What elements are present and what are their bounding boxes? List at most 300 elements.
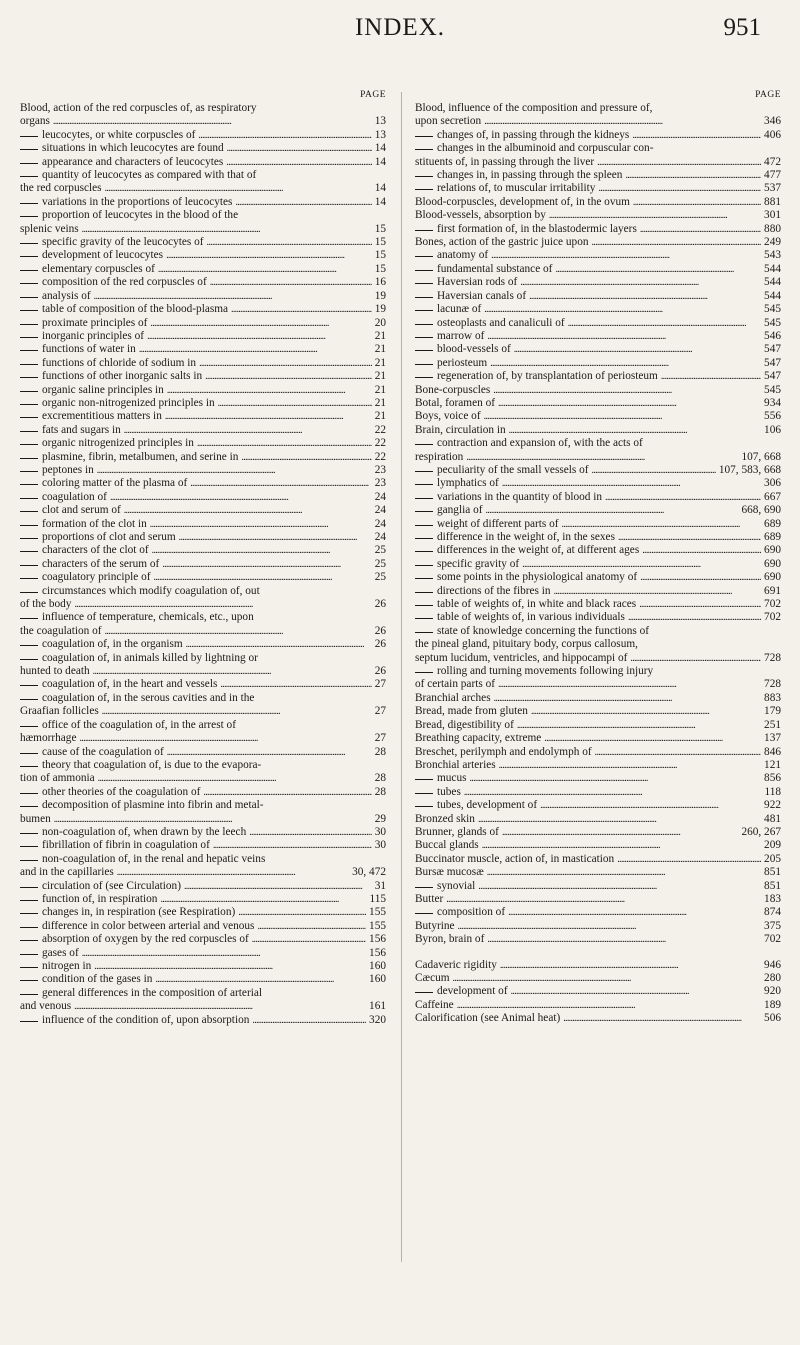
dot-leader	[155, 973, 366, 986]
entry-page-ref: 691	[764, 584, 781, 597]
index-subentry	[415, 665, 781, 678]
dot-leader	[549, 209, 761, 222]
dot-leader	[257, 920, 366, 933]
dot-leader	[490, 357, 761, 370]
entry-page-ref: 14	[374, 195, 386, 208]
entry-text: cause of the coagulation of	[42, 745, 164, 758]
entry-text: organic saline principles in	[42, 383, 164, 396]
entry-page-ref: 472	[764, 155, 781, 168]
entry-text: contraction and expansion of, with the acts of	[437, 437, 643, 450]
entry-text: Blood, action of the red corpuscles of, as respiratory	[20, 102, 257, 114]
entry-page-ref: 21	[374, 370, 386, 383]
entry-text: functions of water in	[42, 343, 136, 356]
entry-text: Bread, made from gluten	[415, 705, 528, 718]
dot-leader	[640, 223, 761, 236]
index-entry	[415, 692, 781, 705]
entry-text: periosteum	[437, 356, 488, 369]
entry-text: general differences in the composition of arterial	[42, 986, 262, 999]
entry-text: table of weights of, in various individuals	[437, 611, 625, 624]
entry-page-ref: 544	[764, 262, 781, 275]
entry-page-ref: 306	[764, 477, 781, 490]
dot-leader	[478, 880, 761, 893]
dot-leader	[446, 893, 761, 906]
entry-page-ref: 30	[374, 825, 386, 838]
dot-leader	[186, 638, 372, 651]
entry-text: Cadaveric rigidity	[415, 958, 497, 971]
entry-page-ref: 690	[764, 571, 781, 584]
index-subentry	[415, 343, 781, 356]
entry-text: development of	[437, 985, 508, 998]
entry-text: proportion of leucocytes in the blood of the	[42, 209, 239, 222]
dot-leader	[147, 330, 372, 343]
dot-leader	[82, 947, 366, 960]
entry-page-ref: 205	[764, 852, 781, 865]
index-subentry	[20, 196, 386, 209]
entry-page-ref: 20	[374, 316, 386, 329]
dot-leader	[154, 571, 372, 584]
entry-text: Caffeine	[415, 998, 454, 1011]
entry-page-ref: 19	[374, 303, 386, 316]
entry-text: splenic veins	[20, 222, 79, 235]
index-subentry	[415, 585, 781, 598]
dot-leader	[562, 518, 762, 531]
entry-page-ref: 375	[764, 919, 781, 932]
entry-page-ref: 118	[764, 785, 781, 798]
entry-page-ref: 21	[374, 396, 386, 409]
index-subentry	[415, 906, 781, 919]
dot-leader	[633, 196, 761, 209]
entry-text: Graafian follicles	[20, 705, 99, 718]
entry-page-ref: 547	[764, 370, 781, 383]
entry-page-ref: 24	[374, 504, 386, 517]
entry-text: Butter	[415, 892, 444, 905]
index-subentry	[20, 290, 386, 303]
index-entry	[20, 665, 386, 678]
entry-text: Branchial arches	[415, 691, 491, 704]
entry-page-ref: 406	[764, 128, 781, 141]
entry-page-ref: 851	[764, 866, 781, 879]
entry-text: clot and serum of	[42, 504, 121, 517]
entry-page-ref: 846	[764, 745, 781, 758]
entry-list	[20, 102, 386, 1027]
entry-page-ref: 702	[764, 933, 781, 946]
dot-leader	[213, 839, 372, 852]
entry-page-ref: 668, 690	[741, 504, 781, 517]
index-entry	[415, 102, 781, 115]
index-subentry	[415, 290, 781, 303]
index-subentry	[20, 544, 386, 557]
entry-page-ref: 320	[369, 1013, 386, 1026]
entry-text: inorganic principles of	[42, 329, 145, 342]
entry-text: changes in, in passing through the spleen	[437, 169, 623, 182]
column-divider	[401, 92, 402, 1262]
index-entry	[20, 705, 386, 718]
entry-text: elementary corpuscles of	[42, 262, 155, 275]
entry-text: Bronzed skin	[415, 812, 475, 825]
entry-page-ref: 545	[764, 383, 781, 396]
index-entry	[20, 1000, 386, 1013]
entry-text: peptones in	[42, 463, 94, 476]
dot-leader	[478, 813, 761, 826]
entry-page-ref: 946	[764, 958, 781, 971]
index-entry	[415, 678, 781, 691]
index-entry	[415, 705, 781, 718]
entry-text: Breschet, perilymph and endolymph of	[415, 745, 592, 758]
entry-page-ref: 28	[374, 785, 386, 798]
entry-text: coagulation of	[42, 490, 107, 503]
dot-leader	[617, 853, 761, 866]
entry-page-ref: 155	[369, 919, 386, 932]
index-entry	[415, 853, 781, 866]
dot-leader	[555, 263, 761, 276]
entry-text: organic non-nitrogenized principles in	[42, 396, 215, 409]
entry-text: the coagulation of	[20, 624, 102, 637]
index-subentry	[415, 464, 781, 477]
dot-leader	[152, 544, 372, 557]
dot-leader	[491, 249, 761, 262]
entry-page-ref: 23	[374, 463, 386, 476]
entry-page-ref: 920	[764, 985, 781, 998]
index-subentry	[20, 692, 386, 705]
index-subentry	[415, 276, 781, 289]
entry-page-ref: 543	[764, 249, 781, 262]
entry-text: Breathing capacity, extreme	[415, 732, 542, 745]
entry-text: of certain parts of	[415, 678, 495, 691]
entry-page-ref: 27	[374, 705, 386, 718]
dot-leader	[197, 437, 372, 450]
index-subentry	[20, 276, 386, 289]
entry-text: Brunner, glands of	[415, 825, 499, 838]
entry-page-ref: 14	[374, 182, 386, 195]
entry-page-ref: 19	[374, 289, 386, 302]
entry-page-ref: 21	[374, 356, 386, 369]
dot-leader	[235, 196, 371, 209]
entry-text: stituents of, in passing through the liver	[415, 155, 595, 168]
entry-page-ref: 21	[374, 329, 386, 342]
page-column-label: PAGE	[755, 90, 781, 100]
entry-page-ref: 22	[374, 450, 386, 463]
dot-leader	[509, 424, 761, 437]
dot-leader	[117, 866, 349, 879]
entry-text: condition of the gases in	[42, 973, 153, 986]
entry-text: the red corpuscles	[20, 182, 102, 195]
index-subentry	[415, 223, 781, 236]
entry-page-ref: 15	[374, 262, 386, 275]
index-subentry	[20, 384, 386, 397]
index-column-left	[20, 90, 386, 1027]
dot-leader	[598, 182, 761, 195]
dot-leader	[639, 598, 761, 611]
entry-text: Boys, voice of	[415, 410, 481, 423]
entry-page-ref: 26	[374, 665, 386, 678]
dot-leader	[531, 705, 761, 718]
index-entry	[415, 209, 781, 222]
dot-leader	[540, 799, 761, 812]
entry-text: table of weights of, in white and black races	[437, 598, 637, 611]
index-subentry	[20, 799, 386, 812]
index-subentry	[415, 985, 781, 998]
entry-text: Botal, foramen of	[415, 396, 495, 409]
entry-page-ref: 24	[374, 490, 386, 503]
entry-text: anatomy of	[437, 249, 489, 262]
entry-page-ref: 16	[374, 276, 386, 289]
entry-text: Blood, influence of the composition and pressure of,	[415, 102, 653, 114]
dot-leader	[203, 786, 371, 799]
entry-page-ref: 155	[369, 906, 386, 919]
entry-text: lacunæ of	[437, 303, 482, 316]
entry-text: specific gravity of	[437, 557, 520, 570]
entry-text: tubes, development of	[437, 799, 538, 812]
dot-leader	[227, 142, 372, 155]
index-subentry	[415, 129, 781, 142]
entry-text: mucus	[437, 772, 467, 785]
index-subentry	[20, 129, 386, 142]
dot-leader	[457, 999, 761, 1012]
dot-leader	[502, 477, 761, 490]
index-subentry	[415, 303, 781, 316]
page-title: INDEX.	[354, 14, 445, 41]
entry-page-ref: 29	[374, 812, 386, 825]
entry-page-ref: 702	[764, 598, 781, 611]
index-subentry	[415, 504, 781, 517]
entry-text: absorption of oxygen by the red corpuscles of	[42, 933, 249, 946]
entry-page-ref: 477	[764, 169, 781, 182]
entry-text: Haversian canals of	[437, 289, 527, 302]
dot-leader	[502, 826, 739, 839]
entry-page-ref: 874	[764, 906, 781, 919]
dot-leader	[82, 223, 372, 236]
dot-leader	[486, 504, 739, 517]
entry-page-ref: 547	[764, 356, 781, 369]
entry-text: analysis of	[42, 289, 91, 302]
index-subentry	[415, 518, 781, 531]
entry-text: Bones, action of the gastric juice upon	[415, 236, 589, 249]
index-entry	[415, 156, 781, 169]
entry-page-ref: 26	[374, 638, 386, 651]
dot-leader	[207, 236, 372, 249]
dot-leader	[484, 115, 761, 128]
index-entry	[415, 999, 781, 1012]
entry-page-ref: 31	[374, 879, 386, 892]
entry-text: plasmine, fibrin, metalbumen, and serine in	[42, 450, 239, 463]
dot-leader	[162, 558, 371, 571]
index-subentry	[20, 638, 386, 651]
dot-leader	[105, 625, 372, 638]
dot-leader	[252, 933, 366, 946]
index-subentry	[20, 960, 386, 973]
dot-leader	[210, 276, 372, 289]
entry-text: changes in the albuminoid and corpuscular con-	[437, 142, 654, 155]
dot-leader	[514, 343, 761, 356]
entry-text: composition of	[437, 906, 506, 919]
dot-leader	[592, 464, 716, 477]
entry-text: theory that coagulation of, is due to the evapora-	[42, 758, 262, 771]
entry-text: the pineal gland, pituitary body, corpus callosum,	[415, 638, 638, 651]
entry-text: appearance and characters of leucocytes	[42, 155, 224, 168]
dot-leader	[179, 531, 372, 544]
dot-leader	[139, 343, 372, 356]
entry-page-ref: 346	[764, 115, 781, 128]
entry-page-ref: 28	[374, 745, 386, 758]
dot-leader	[595, 746, 761, 759]
index-subentry	[415, 571, 781, 584]
entry-text: coagulation of, in the serous cavities and in the	[42, 691, 255, 704]
index-subentry	[20, 853, 386, 866]
entry-text: fundamental substance of	[437, 262, 553, 275]
index-subentry	[20, 987, 386, 1000]
entry-page-ref: 189	[764, 998, 781, 1011]
dot-leader	[98, 772, 372, 785]
dot-leader	[494, 692, 761, 705]
index-subentry	[20, 410, 386, 423]
entry-page-ref: 21	[374, 410, 386, 423]
index-column-right	[415, 90, 781, 1026]
index-entry	[20, 223, 386, 236]
entry-page-ref: 689	[764, 517, 781, 530]
entry-text: proportions of clot and serum	[42, 531, 176, 543]
index-subentry	[20, 424, 386, 437]
index-subentry	[415, 786, 781, 799]
dot-leader	[190, 477, 371, 490]
index-subentry	[415, 625, 781, 638]
entry-page-ref: 14	[374, 142, 386, 155]
index-entry	[20, 598, 386, 611]
index-subentry	[415, 357, 781, 370]
dot-leader	[458, 920, 762, 933]
entry-page-ref: 545	[764, 303, 781, 316]
dot-leader	[124, 504, 372, 517]
entry-page-ref: 728	[764, 651, 781, 664]
index-entry	[415, 397, 781, 410]
dot-leader	[482, 839, 761, 852]
entry-page-ref: 728	[764, 678, 781, 691]
entry-page-ref: 161	[369, 1000, 386, 1013]
dot-leader	[94, 960, 366, 973]
entry-page-ref: 934	[764, 396, 781, 409]
entry-text: peculiarity of the small vessels of	[437, 463, 589, 476]
index-entry	[20, 182, 386, 195]
dot-leader	[484, 410, 761, 423]
entry-page-ref: 156	[369, 933, 386, 946]
entry-text: other theories of the coagulation of	[42, 785, 201, 798]
dot-leader	[226, 156, 371, 169]
entry-page-ref: 160	[369, 960, 386, 972]
dot-leader	[529, 290, 761, 303]
entry-page-ref: 106	[764, 423, 781, 436]
entry-text: characters of the clot of	[42, 544, 149, 557]
entry-page-ref: 880	[764, 222, 781, 235]
index-subentry	[415, 330, 781, 343]
dot-leader	[94, 290, 372, 303]
index-entry	[415, 813, 781, 826]
index-subentry	[20, 1014, 386, 1027]
entry-text: function of, in respiration	[42, 892, 158, 905]
entry-page-ref: 209	[764, 839, 781, 852]
index-subentry	[20, 746, 386, 759]
index-subentry	[415, 370, 781, 383]
entry-page-ref: 22	[374, 423, 386, 436]
dot-leader	[453, 972, 762, 985]
dot-leader	[563, 1012, 761, 1025]
entry-text: formation of the clot in	[42, 517, 147, 530]
entry-page-ref: 30, 472	[352, 866, 386, 879]
entry-text: respiration	[415, 450, 464, 463]
entry-text: and in the capillaries	[20, 866, 114, 879]
entry-text: Bread, digestibility of	[415, 718, 514, 731]
dot-leader	[74, 598, 371, 611]
entry-text: Haversian rods of	[437, 276, 518, 289]
index-subentry	[20, 611, 386, 624]
dot-leader	[249, 826, 371, 839]
dot-leader	[498, 678, 761, 691]
index-entry	[415, 384, 781, 397]
dot-leader	[508, 906, 761, 919]
index-entry	[415, 652, 781, 665]
dot-leader	[54, 813, 372, 826]
entry-page-ref: 15	[374, 249, 386, 262]
entry-page-ref: 251	[764, 718, 781, 731]
entry-page-ref: 24	[374, 517, 386, 530]
entry-text: decomposition of plasmine into fibrin and metal-	[42, 799, 264, 812]
entry-text: proximate principles of	[42, 316, 148, 329]
entry-text: coagulation of, in the organism	[42, 638, 183, 651]
index-subentry	[20, 893, 386, 906]
index-entry	[415, 933, 781, 946]
dot-leader	[484, 303, 761, 316]
index-subentry	[20, 719, 386, 732]
entry-text: Buccinator muscle, action of, in mastication	[415, 852, 615, 865]
entry-text: changes of, in passing through the kidneys	[437, 128, 630, 141]
entry-text: influence of the condition of, upon absorption	[42, 1013, 250, 1026]
index-entry	[20, 772, 386, 785]
entry-text: coagulation of, in the heart and vessels	[42, 678, 218, 691]
dot-leader	[640, 571, 761, 584]
entry-page-ref: 690	[764, 557, 781, 570]
entry-text: Bronchial arteries	[415, 758, 496, 771]
entry-text: situations in which leucocytes are found	[42, 142, 224, 155]
entry-text: some points in the physiological anatomy of	[437, 571, 638, 584]
index-subentry	[20, 531, 386, 544]
entry-page-ref: 14	[374, 155, 386, 168]
index-subentry	[415, 437, 781, 450]
entry-page-ref: 156	[369, 946, 386, 959]
entry-text: functions of chloride of sodium in	[42, 356, 197, 369]
dot-leader	[74, 1000, 366, 1013]
entry-text: Cæcum	[415, 972, 450, 984]
entry-page-ref: 546	[764, 329, 781, 342]
index-subentry	[415, 169, 781, 182]
dot-leader	[499, 759, 761, 772]
index-subentry	[20, 826, 386, 839]
dot-leader	[53, 115, 372, 128]
entry-page-ref: 667	[764, 490, 781, 503]
index-subentry	[415, 880, 781, 893]
index-subentry	[20, 585, 386, 598]
index-entry	[415, 826, 781, 839]
entry-page-ref: 544	[764, 289, 781, 302]
index-subentry	[415, 249, 781, 262]
index-subentry	[415, 544, 781, 557]
index-entry	[415, 115, 781, 128]
dot-leader	[241, 451, 371, 464]
entry-page-ref: 851	[764, 879, 781, 892]
index-subentry	[20, 652, 386, 665]
entry-page-ref: 547	[764, 343, 781, 356]
entry-text: characters of the serum of	[42, 557, 160, 570]
dot-leader	[198, 129, 371, 142]
entry-text: table of composition of the blood-plasma	[42, 303, 229, 316]
entry-page-ref: 883	[764, 691, 781, 704]
